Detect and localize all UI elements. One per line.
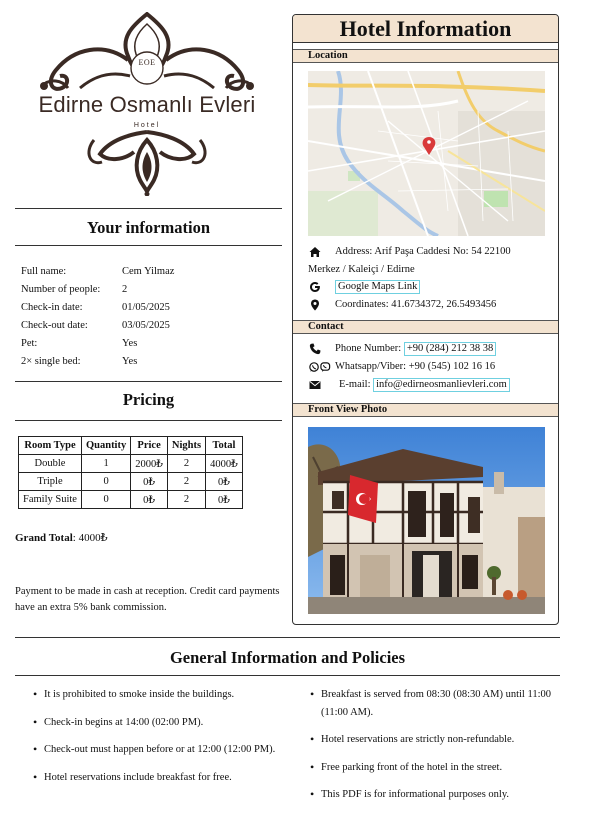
table-cell: Family Suite (19, 491, 82, 509)
address-line-2: Merkez / Kaleiçi / Edirne (308, 264, 415, 275)
table-cell: 4000₺ (206, 455, 243, 473)
list-item: • It is prohibited to smoke inside the buildings. (44, 686, 289, 704)
policies-title: General Information and Policies (169, 648, 406, 667)
info-label: Check-out date: (21, 319, 88, 331)
google-maps-link[interactable]: Google Maps Link (335, 280, 420, 294)
whatsapp-text: Whatsapp/Viber: +90 (545) 102 16 16 (335, 361, 496, 372)
address-line (308, 245, 511, 259)
pricing-title: Pricing (122, 390, 175, 409)
pricing-table (18, 436, 243, 509)
divider (15, 381, 282, 382)
phone-line (308, 342, 496, 356)
info-label: Pet: (21, 337, 38, 349)
table-row (19, 455, 243, 473)
your-information-table (21, 262, 174, 370)
envelope-icon (308, 378, 322, 392)
front-view-section-header: Front View Photo (293, 403, 558, 417)
phone-number-link[interactable]: +90 (284) 212 38 38 (404, 342, 496, 356)
google-icon (308, 280, 322, 294)
info-value: Cem Yilmaz (122, 265, 175, 277)
policies-list-right (321, 686, 561, 804)
table-cell: 0₺ (131, 491, 168, 509)
info-label: Number of people: (21, 283, 101, 295)
table-row (21, 334, 174, 352)
divider (15, 675, 560, 676)
email-link[interactable]: info@edirneosmanlievleri.com (373, 378, 510, 392)
column-header: Quantity (81, 437, 130, 455)
column-header: Nights (167, 437, 205, 455)
divider (15, 420, 282, 421)
table-cell: 0₺ (206, 491, 243, 509)
list-item: • Breakfast is served from 08:30 (08:30 AM) until 11:00 (11:00 AM). (321, 686, 561, 721)
list-item: • Hotel reservations include breakfast for free. (44, 769, 289, 787)
table-cell: Double (19, 455, 82, 473)
divider (15, 208, 282, 209)
hotel-logo (34, 12, 260, 196)
table-row (19, 473, 243, 491)
info-value: 01/05/2025 (122, 301, 170, 313)
hotel-front-photo (308, 427, 545, 614)
table-cell: 0 (81, 473, 130, 491)
coordinates-line (308, 298, 496, 312)
hotel-information-title: Hotel Information (293, 15, 558, 43)
list-item: • Check-out must happen before or at 12:00 (12:00 PM). (44, 741, 289, 759)
table-row (21, 262, 174, 280)
logo-subtitle: Hotel (133, 122, 161, 129)
info-label: Check-in date: (21, 301, 83, 313)
table-row (19, 491, 243, 509)
contact-section-header: Contact (293, 320, 558, 334)
whatsapp-line (308, 360, 495, 374)
address-text: Address: Arif Paşa Caddesi No: 54 22100 (335, 246, 511, 257)
table-header-row (19, 437, 243, 455)
payment-note: Payment to be made in cash at reception. Credit card payments have an extra 5% bank commission. (15, 586, 280, 613)
email-label: E-mail: (339, 379, 371, 390)
logo-brand-name: Edirne Osmanlı Evleri (38, 92, 256, 117)
divider (15, 245, 282, 246)
table-cell: 0₺ (206, 473, 243, 491)
table-cell: 1 (81, 455, 130, 473)
list-item: • Hotel reservations are strictly non-refundable. (321, 731, 561, 749)
grand-total (15, 531, 108, 544)
photo-graphic (308, 427, 545, 614)
location-section-header: Location (293, 49, 558, 63)
map-pin-icon (308, 298, 322, 312)
table-cell: Triple (19, 473, 82, 491)
policies-list-left (44, 686, 289, 786)
table-cell: 2 (167, 455, 205, 473)
table-row (21, 316, 174, 334)
column-header: Price (131, 437, 168, 455)
list-item: • This PDF is for informational purposes only. (321, 786, 561, 804)
grand-total-label: Grand Total (15, 532, 73, 544)
table-cell: 2000₺ (131, 455, 168, 473)
table-cell: 0₺ (131, 473, 168, 491)
table-cell: 2 (167, 491, 205, 509)
table-row (21, 298, 174, 316)
location-map[interactable] (308, 71, 545, 236)
home-icon (308, 245, 322, 259)
hotel-information-panel (292, 14, 559, 625)
maps-link-line (308, 280, 420, 294)
grand-total-value: : 4000₺ (72, 532, 108, 544)
column-header: Total (206, 437, 243, 455)
info-value: 2 (122, 283, 128, 295)
your-information-title: Your information (87, 218, 210, 237)
logo-monogram: EOE (138, 58, 156, 67)
whatsapp-viber-icon (308, 360, 332, 374)
email-line (308, 378, 510, 392)
info-value: Yes (122, 355, 138, 367)
column-header: Room Type (19, 437, 82, 455)
table-cell: 0 (81, 491, 130, 509)
phone-icon (308, 342, 322, 356)
coordinates-text: Coordinates: 41.6734372, 26.5493456 (335, 299, 497, 310)
table-row (21, 352, 174, 370)
info-value: Yes (122, 337, 138, 349)
phone-label: Phone Number: (335, 343, 402, 354)
list-item: • Free parking front of the hotel in the street. (321, 759, 561, 777)
info-value: 03/05/2025 (122, 319, 170, 331)
info-label: Full name: (21, 265, 67, 277)
list-item: • Check-in begins at 14:00 (02:00 PM). (44, 714, 289, 732)
map-graphic (308, 71, 545, 236)
table-cell: 2 (167, 473, 205, 491)
info-label: 2× single bed: (21, 355, 81, 367)
table-row (21, 280, 174, 298)
divider (15, 637, 560, 638)
